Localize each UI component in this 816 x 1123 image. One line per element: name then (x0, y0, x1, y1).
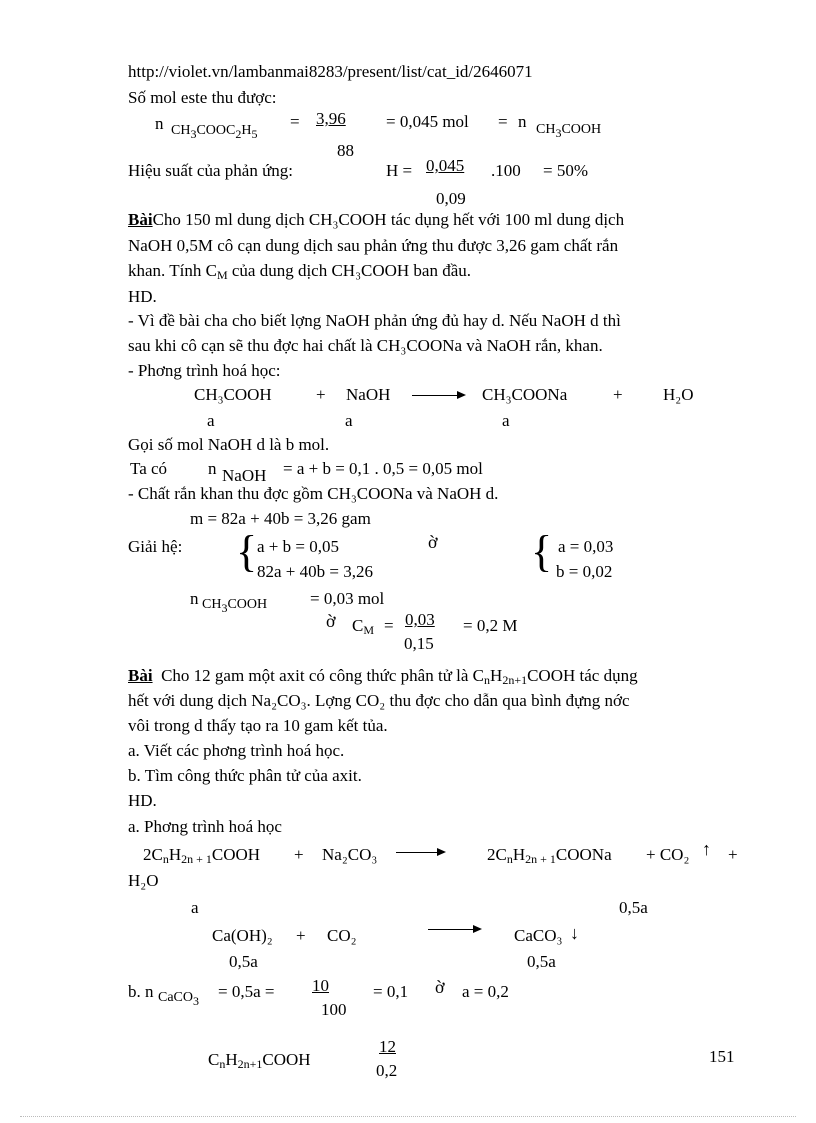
product-salt: CH₃COONa (482, 385, 568, 404)
acid-subscript: CH3COOH (202, 597, 268, 615)
system-eq-1: a + b = 0,05 (257, 537, 339, 556)
reaction-arrow (428, 929, 480, 930)
ester-subscript: CH3COOC2H5 (171, 123, 258, 141)
mol-result: = 0,045 mol (386, 112, 469, 131)
acid-mol: = 0,03 mol (310, 589, 385, 608)
page-bottom-rule (20, 1116, 796, 1117)
let-b-line: Gọi số mol NaOH d là b mol. (128, 435, 330, 454)
acid-subscript: CH3COOH (536, 122, 602, 140)
product-caco3: CaCO₃ (514, 926, 563, 945)
reactant-co2: CO₂ (327, 926, 357, 945)
exercise-2-line-1: Bài Cho 12 gam một axit có công thức phân tử là CnH2n+1COOH tác dụng (128, 666, 638, 687)
part-b-label: b. n (128, 982, 154, 1001)
caco3-denominator: 100 (321, 1000, 347, 1019)
n-symbol: n (208, 459, 217, 478)
implies-symbol: ờ (435, 977, 445, 997)
exercise-2-line-2: hết với dung dịch Na₂CO₃. Lợng CO₂ thu đợc cho dẫn qua bình đựng nớc (128, 691, 630, 710)
cm-denominator: 0,15 (404, 634, 434, 653)
reactant-base: NaOH (346, 385, 391, 404)
equals: = (290, 112, 300, 131)
half-a-equation: = 0,5a = (218, 982, 275, 1001)
acid-formula: CnH2n+1COOH (208, 1050, 311, 1071)
left-brace: { (236, 527, 258, 576)
hd-label: HD. (128, 287, 157, 306)
equation-heading: a. Phơng trình hoá học (128, 817, 282, 836)
molar-mass-numerator: 12 (379, 1037, 396, 1056)
implies-symbol: ờ (326, 611, 336, 631)
page-number: 151 (709, 1047, 735, 1066)
yield-denominator: 0,09 (436, 189, 466, 208)
equals: = (498, 112, 508, 131)
product-co2: + CO₂ (646, 845, 690, 864)
n-symbol: n (190, 589, 199, 608)
a-result: a = 0,2 (462, 982, 509, 1001)
mol-a: a (207, 411, 215, 430)
exercise-1-line-3: khan. Tính CM của dung dịch CH₃COOH ban đầu. (128, 261, 472, 282)
implies-symbol: ờ (428, 532, 438, 552)
mol-a: a (191, 898, 199, 917)
fraction-numerator: 3,96 (316, 109, 346, 128)
n-symbol: n (155, 114, 164, 133)
reactant-carbonate: Na₂CO₃ (322, 845, 378, 864)
caco3-result: = 0,1 (373, 982, 409, 1001)
product-water: H₂O (128, 871, 159, 890)
n-symbol: n (518, 112, 527, 131)
solid-composition: - Chất rắn khan thu đợc gồm CH₃COONa và NaOH d. (128, 484, 499, 503)
mol-half-a: 0,5a (619, 898, 648, 917)
plus-sign: + (316, 385, 326, 404)
question-b: b. Tìm công thức phân tử của axit. (128, 766, 362, 785)
plus-sign: + (613, 385, 623, 404)
exercise-2-line-3: vôi trong d thấy tạo ra 10 gam kết tủa. (128, 716, 388, 735)
question-a: a. Viết các phơng trình hoá học. (128, 741, 345, 760)
cm-label: CM (352, 616, 375, 637)
plus-sign: + (294, 845, 304, 864)
naoh-mol-equation: = a + b = 0,1 . 0,5 = 0,05 mol (283, 459, 483, 478)
mol-label: Số mol este thu được: (128, 88, 277, 107)
solution-a: a = 0,03 (558, 537, 614, 556)
exercise-1-line-1: BàiCho 150 ml dung dịch CH₃COOH tác dụng hết với 100 ml dung dịch (128, 210, 625, 229)
source-url: http://violet.vn/lambanmai8283/present/list/cat_id/2646071 (128, 62, 533, 81)
reactant-acid: CH₃COOH (194, 385, 272, 404)
reaction-arrow (412, 395, 464, 396)
plus-sign: + (296, 926, 306, 945)
equals: = (384, 616, 394, 635)
reaction-arrow (396, 852, 444, 853)
explanation-line-1: - Vì đề bài cha cho biết lợng NaOH phản ứng đủ hay d. Nếu NaOH d thì (128, 311, 621, 330)
product-water: H₂O (663, 385, 694, 404)
mol-half-a: 0,5a (229, 952, 258, 971)
cm-numerator: 0,03 (405, 610, 435, 629)
exercise-1-line-2: NaOH 0,5M cô cạn dung dịch sau phản ứng thu được 3,26 gam chất rắn (128, 236, 619, 255)
mol-a: a (502, 411, 510, 430)
reactant-acid: 2CnH2n + 1COOH (143, 845, 261, 866)
fraction-denominator: 88 (337, 141, 354, 160)
h-symbol: H = (386, 161, 413, 180)
product-salt: 2CnH2n + 1COONa (487, 845, 612, 866)
mol-half-a: 0,5a (527, 952, 556, 971)
naoh-subscript: NaOH (222, 466, 267, 485)
ta-co: Ta có (130, 459, 168, 478)
left-brace: { (531, 527, 553, 576)
yield-numerator: 0,045 (426, 156, 465, 175)
molar-mass-denominator: 0,2 (376, 1061, 398, 1080)
yield-result: = 50% (543, 161, 588, 180)
reactant-limewater: Ca(OH)₂ (212, 926, 273, 945)
gas-up-arrow-icon: ↑ (702, 839, 711, 859)
cm-result: = 0,2 M (463, 616, 518, 635)
equation-heading: - Phơng trình hoá học: (128, 361, 281, 380)
yield-label: Hiệu suất của phản ứng: (128, 161, 294, 180)
mol-a: a (345, 411, 353, 430)
hd-label: HD. (128, 791, 157, 810)
caco3-subscript: CaCO3 (158, 990, 199, 1008)
mass-equation: m = 82a + 40b = 3,26 gam (190, 509, 371, 528)
precipitate-down-arrow-icon: ↓ (570, 923, 579, 943)
solution-b: b = 0,02 (556, 562, 613, 581)
system-eq-2: 82a + 40b = 3,26 (257, 562, 373, 581)
solve-system-label: Giải hệ: (128, 537, 183, 556)
explanation-line-2: sau khi cô cạn sẽ thu đợc hai chất là CH₃COONa và NaOH rắn, khan. (128, 336, 603, 355)
yield-multiplier: .100 (491, 161, 521, 180)
caco3-numerator: 10 (312, 976, 329, 995)
plus-sign: + (728, 845, 738, 864)
